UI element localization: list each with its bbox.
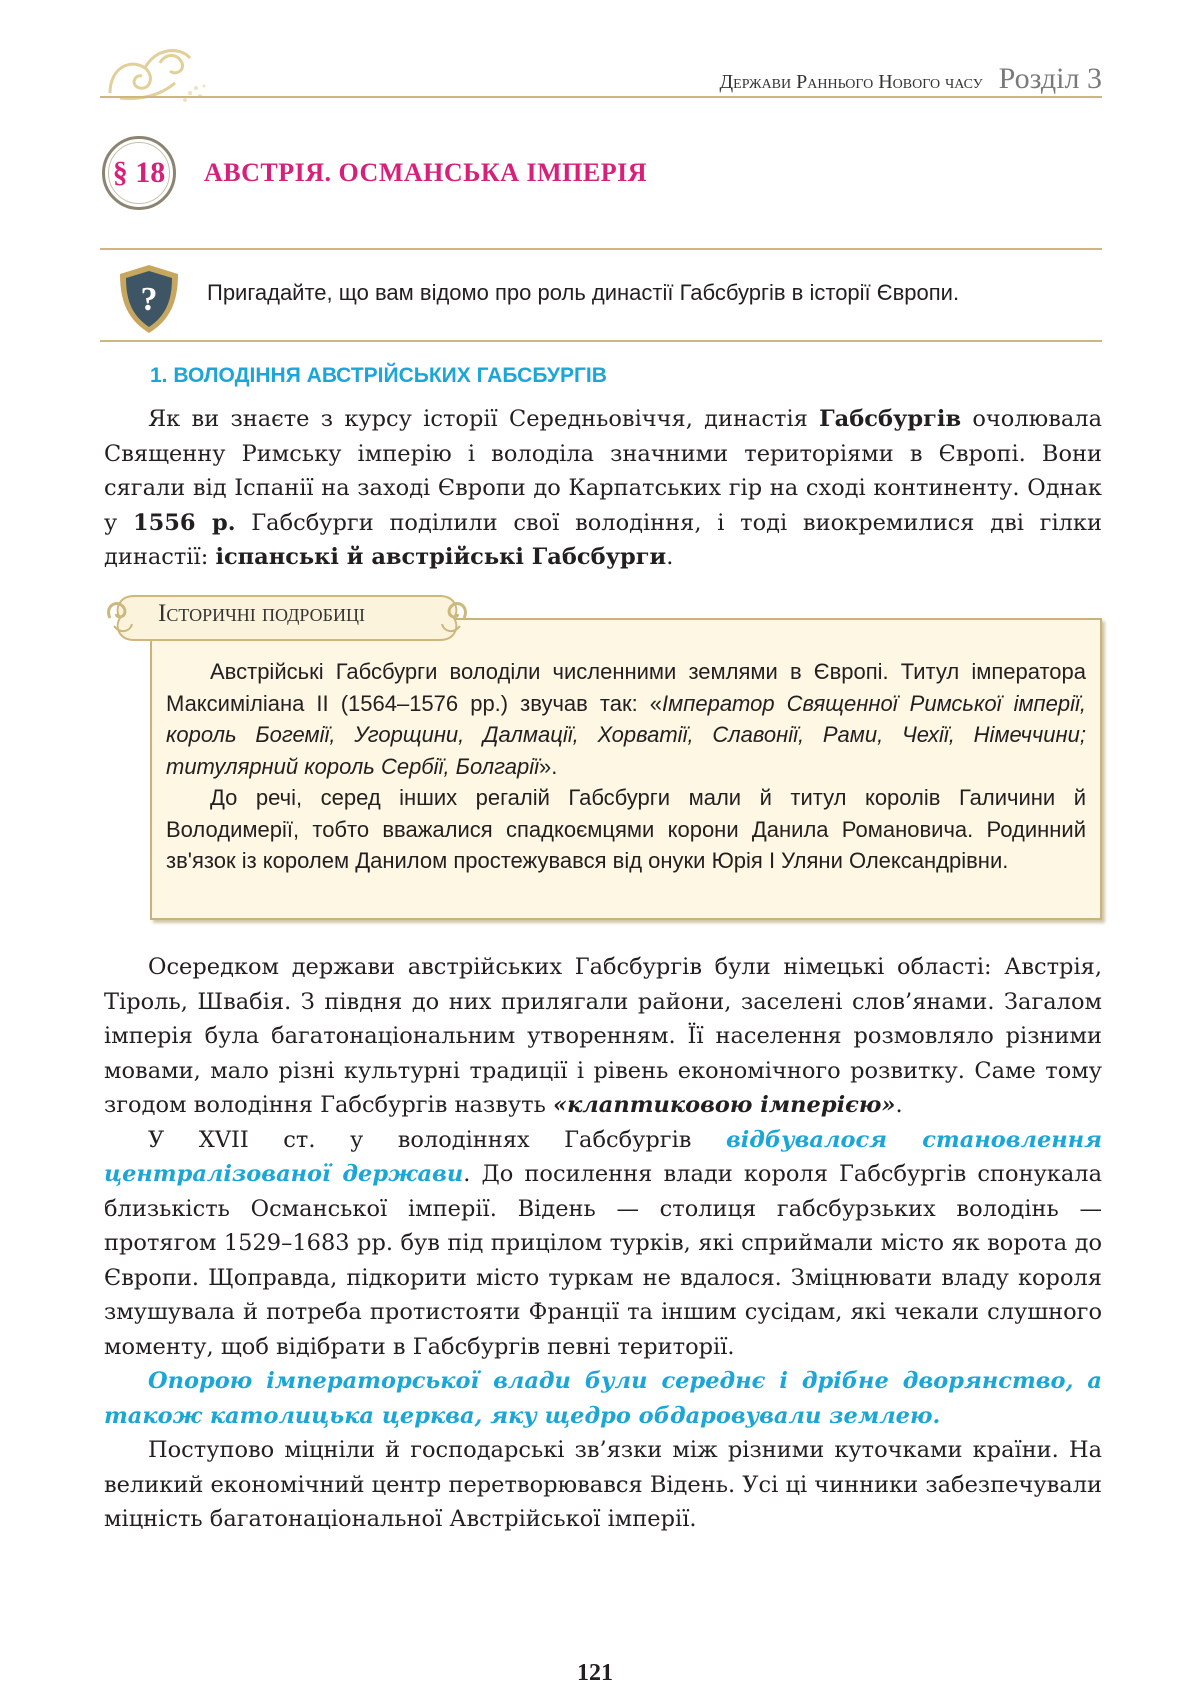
subsection-heading: 1. ВОЛОДІННЯ АВСТРІЙСЬКИХ ГАБСБУРГІВ (150, 364, 607, 387)
details-text: Австрійські Габсбурги володіли численними землями в Європі. Титул імператора Максиміліана II (1564–1576 рр.) звучав так: «Імператор Священної Римської імперії, король Богемії, Угорщини, Далмації, Хорватії, Славонії, Рами, Чехії, Німеччини; титулярний король Сербії, Болгарії». До речі, серед інших регалій Габсбурги мали й титул королів Галичини й Володимерії, тобто вважалися спадкоємцями корони Данила Романовича. Родинний зв'язок із королем Данилом простежувався від онуки Юрія I Уляни Олександрівни. (166, 659, 1087, 873)
page-number: 121 (577, 1660, 613, 1686)
question-bottom-divider (100, 340, 1102, 342)
header-chapter: Розділ 3 (998, 62, 1102, 95)
section-number: § 18 (112, 156, 166, 189)
header-divider (100, 96, 1102, 98)
section-number-badge (102, 136, 176, 210)
header-subtitle: Держави Раннього Нового часу (719, 71, 983, 93)
details-label: Історичні подробиці (158, 600, 365, 627)
section-title: АВСТРІЯ. ОСМАНСЬКА ІМПЕРІЯ (204, 158, 647, 187)
running-header (720, 62, 1102, 96)
question-shield-icon (114, 262, 184, 336)
paragraph-intro: Як ви знаєте з курсу історії Середньовіччя, династія Габсбургів очолювала Священну Римську імперію і володіла значними територіями в Європі. Вони сягали від Іспанії на заході Європи до Карпатських гір на сході континенту. Однак у 1556 р. Габсбурги поділили свої володіння, і тоді виокремилися дві гілки династії: іспанські й австрійські Габсбурги. (104, 406, 1102, 570)
svg-text:?: ? (140, 281, 158, 318)
highlighted-statement: Опорою імператорської влади були середнє і дрібне дворянство, а також католицька церква, яку щедро обдаровували землею. (104, 1368, 1102, 1429)
paragraph-economy: Поступово міцніли й господарські зв’язки між різними куточками країни. На великий економічний центр перетворювався Відень. Усі ці чинники забезпечували міцність багатонаціональної Австрійської імперії. (104, 1437, 1102, 1532)
paragraph-patchwork-empire: Осередком держави австрійських Габсбургів були німецькі області: Австрія, Тіроль, Швабія. З півдня до них прилягали райони, заселені слов’янами. Загалом імперія була багатонаціональним утворенням. Її населення розмовляло різними мовами, мало різні культурні традиції і рівень економічного розвитку. Саме тому згодом володіння Габсбургів назвуть «клаптиковою імперією». У XVII ст. у володіннях Габсбургів відбувалося становлення централізованої держави. До посилення влади короля Габсбургів спонукала близькість Османської імперії. Відень — столиця габсбурзьких володінь — протягом 1529–1683 рр. був під прицілом турків, які сприймали місто як ворота до Європи. Щоправда, підкорити місто туркам не вдалося. Зміцнювати владу короля змушувала й потреба протистояти Франції та іншим сусідам, які чекали слушного моменту, щоб відібрати в Габсбургів певні території. Опорою імператорської влади були середнє і дрібне дворянство, а також католицька церква, яку щедро обдаровували землею. Поступово міцніли й господарські зв’язки між різними куточками країни. На великий економічний центр перетворювався Відень. Усі ці чинники забезпечували міцність багатонаціональної Австрійської імперії. (104, 950, 1102, 1537)
question-prompt: Пригадайте, що вам відомо про роль династії Габсбургів в історії Європи. (207, 280, 960, 305)
question-top-divider (100, 248, 1102, 250)
